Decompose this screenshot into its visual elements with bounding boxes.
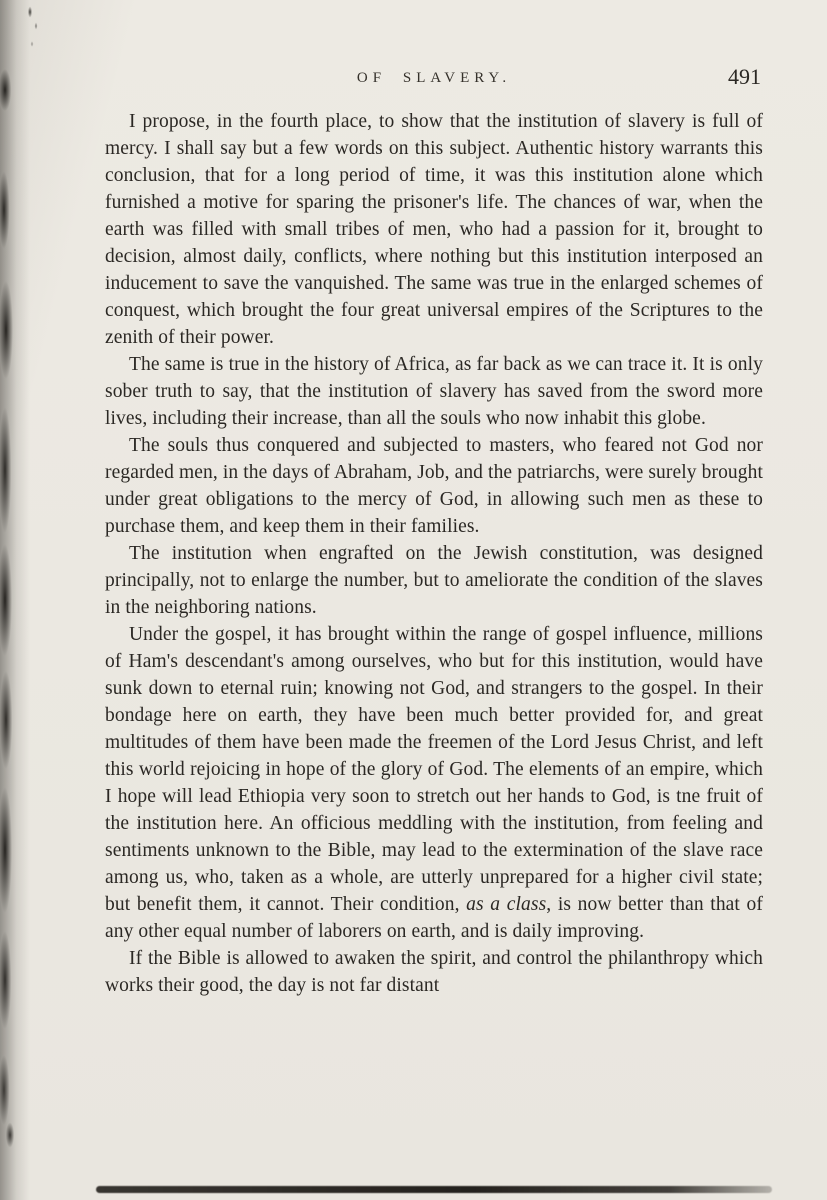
- paragraph-6: If the Bible is allowed to awaken the spirit, and control the philanthropy which works their good, the day is not far distant: [105, 948, 763, 996]
- paragraph-2: The same is true in the history of Africa, as far back as we can trace it. It is only sober truth to say, that the institution of slavery has saved from the sword more lives, including their increase, than all the souls who now inhabit this globe.: [105, 354, 763, 429]
- scan-binding-shadow: [0, 0, 30, 1200]
- scan-speckle-marks: [22, 4, 62, 64]
- paragraph-3: The souls thus conquered and subjected to masters, who feared not God nor regarded men, in the days of Abraham, Job, and the patriarchs, were surely brought under great obligations to the mercy of God, in allowing such men as these to purchase them, and keep them in their families.: [105, 435, 763, 537]
- page-header: [105, 62, 763, 98]
- paragraph-5: [105, 621, 763, 945]
- paragraph-5-post: , is now better than that of any other equal number of laborers on earth, and is daily improving.: [105, 894, 764, 942]
- paragraph-5-italic-phrase: as a class: [466, 894, 547, 915]
- page-number: 491: [728, 64, 761, 89]
- running-title: OF SLAVERY.: [356, 70, 512, 86]
- paragraph-5-pre: Under the gospel, it has brought within the range of gospel influence, millions of Ham's descendant's among ourselves, who but for this institution, would have sunk down to eternal ruin; knowing not God, and strangers to the gospel. In their bondage here on earth, they have been much better provided for, and great multitudes of them have been made the freemen of the Lord Jesus Christ, and left this world rejoicing in hope of the glory of God. The elements of an empire, which I hope will lead Ethiopia very soon to stretch out her hands to God, is tne fruit of the institution here. An officious meddling with the institution, from feeling and sentiments unknown to the Bible, may lead to the extermination of the slave race among us, who, taken as a whole, are utterly unprepared for a higher civil state; but benefit them, it cannot. Their condition,: [105, 624, 763, 915]
- scan-bottom-shadow: [96, 1186, 772, 1193]
- paragraph-1: I propose, in the fourth place, to show that the institution of slavery is full of mercy. I shall say but a few words on this subject. Authentic history warrants this conclusion, that for a long period of time, it was this institution alone which furnished a motive for sparing the prisoner's life. The chances of war, when the earth was filled with small tribes of men, who had a passion for it, brought to decision, almost daily, conflicts, where nothing but this institution interposed an inducement to save the vanquished. The same was true in the enlarged schemes of conquest, which brought the four great universal empires of the Scriptures to the zenith of their power.: [105, 111, 763, 348]
- paragraph-4: The institution when engrafted on the Jewish constitution, was designed principally, not to enlarge the number, but to ameliorate the condition of the slaves in the neighboring nations.: [105, 543, 763, 618]
- body-text: [105, 108, 763, 999]
- page-content: [105, 62, 763, 999]
